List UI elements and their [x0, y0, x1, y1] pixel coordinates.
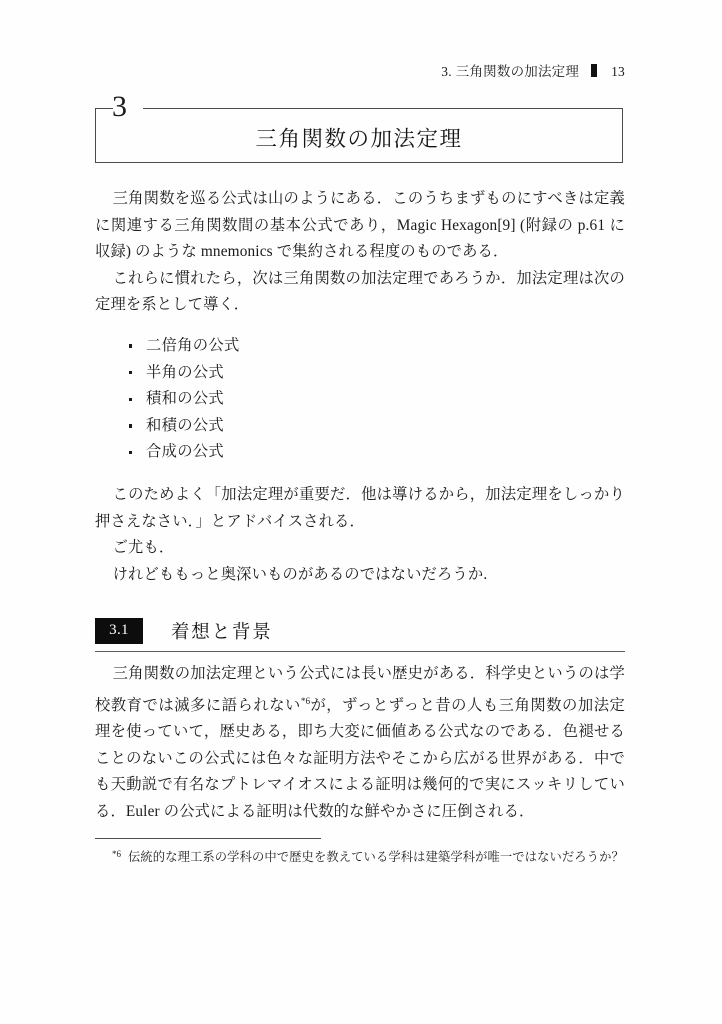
footnote-item — [95, 848, 625, 868]
section-heading — [95, 618, 625, 652]
paragraph-3: このためよく「加法定理が重要だ．他は導けるから，加法定理をしっかり押さえなさい．」とアドバイスされる． — [95, 485, 625, 530]
running-header-chapter-title: 三角関数の加法定理 — [455, 64, 580, 79]
section-divider — [95, 651, 625, 652]
solid-block-separator-icon — [591, 64, 597, 77]
list-item: 二倍角の公式 — [128, 333, 625, 360]
running-header — [95, 60, 625, 80]
paragraph-1: 三角関数を巡る公式は山のようにある．このうちまずものにすべきは定義に関連する三角関数間の基本公式であり，Magic Hexagon[9] (附録の p.61 に収録) のような mnemonics で集約される程度のものである． — [95, 190, 625, 261]
running-header-chapter-number: 3. — [441, 64, 452, 79]
chapter-title: 三角関数の加法定理 — [255, 127, 463, 151]
list-item: 和積の公式 — [128, 413, 625, 440]
section-paragraph-part-2: が，ずっとずっと昔の人も三角関数の加法定理を使っていて，歴史ある，即ち大変に価値ある公式なのである．色褪せることのないこの公式には色々な証明方法やそこから広がる世界がある．中でも天動説で有名なプトレマイオスによる証明は幾何的で実にスッキリしている．Euler の公式による証明は代数的な鮮やかさに圧倒される． — [95, 696, 625, 821]
formula-list — [95, 333, 625, 466]
paragraph-4: ご尤も． — [112, 539, 175, 557]
page-number: 13 — [611, 64, 625, 79]
list-item: 半角の公式 — [128, 360, 625, 387]
list-item: 積和の公式 — [128, 386, 625, 413]
footnote-divider — [95, 838, 321, 839]
footnote-text: 伝統的な理工系の学科の中で歴史を教えている学科は建築学科が唯一ではないだろうか？ — [128, 850, 624, 865]
section-title: 着想と背景 — [171, 623, 273, 643]
chapter-number: 3 — [112, 90, 127, 123]
section-heading-row — [95, 618, 625, 644]
section-paragraph-part-1: 三角関数の加法定理という公式には長い歴史がある．科学史というのは学校教育では滅多に語られない — [95, 665, 625, 714]
section-number-badge: 3.1 — [95, 618, 143, 644]
footnote-reference-marker: *6 — [300, 695, 311, 706]
chapter-intro-body — [95, 186, 625, 588]
paragraph-5: けれどももっと奥深いものがあるのではないだろうか. — [112, 565, 488, 583]
list-item: 合成の公式 — [128, 439, 625, 466]
paragraph-2: これらに慣れたら，次は三角関数の加法定理であろうか．加法定理は次の定理を系として導く． — [95, 269, 625, 314]
section-paragraph — [95, 661, 625, 826]
footnote-area — [95, 838, 625, 868]
footnote-mark: *6 — [112, 848, 121, 859]
section-body — [95, 661, 625, 826]
